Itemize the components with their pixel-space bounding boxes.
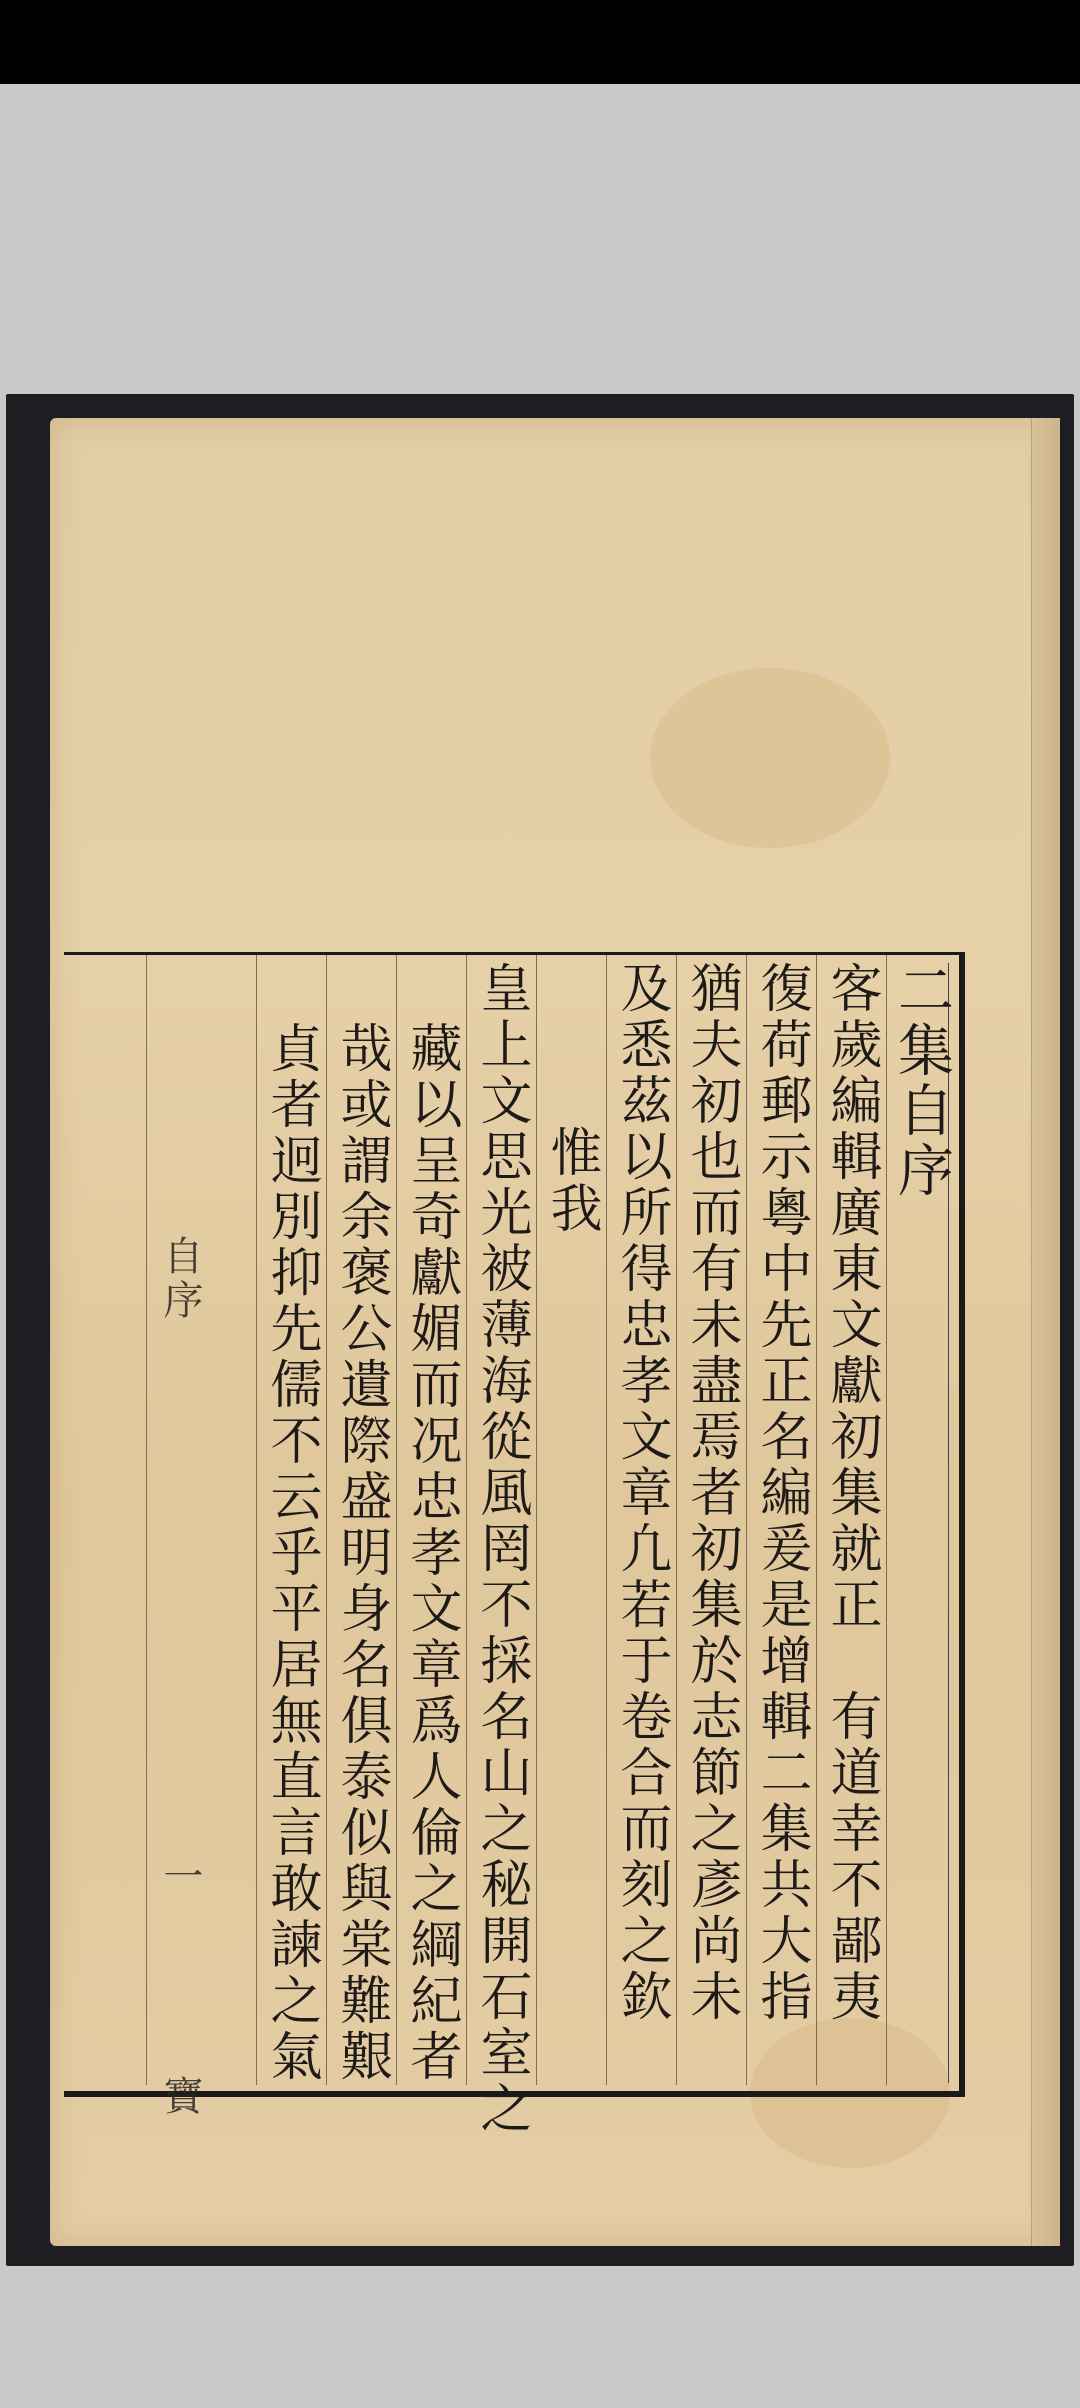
text-line: 惟我 xyxy=(541,1125,601,1237)
book-scan-image xyxy=(6,394,1074,2266)
text-frame xyxy=(64,952,965,2137)
text-line: 貞者迥別抑先儒不云乎平居無直言敢諫之氣 xyxy=(261,1021,321,2085)
text-column xyxy=(676,955,741,2085)
paper-stain xyxy=(650,668,890,848)
text-column xyxy=(816,955,881,2085)
text-column xyxy=(746,955,811,2085)
margin-title: 自序 xyxy=(157,1235,203,1323)
page-title: 二集自序 xyxy=(889,961,954,1201)
text-line: 皇上文思光被薄海從風罔不採名山之秘開石室之 xyxy=(471,961,531,2137)
text-line: 哉或謂余褒公遺際盛明身名俱泰似與棠難艱 xyxy=(331,1021,391,2085)
status-bar xyxy=(0,0,1080,84)
text-column xyxy=(466,955,531,2137)
text-column xyxy=(256,955,321,2085)
text-column-title xyxy=(886,955,954,2085)
text-column xyxy=(326,955,391,2085)
book-page xyxy=(50,418,1060,2246)
text-column xyxy=(606,955,671,2085)
text-line: 及悉茲以所得忠孝文章凢若于卷合而刻之欽 xyxy=(611,961,671,2025)
text-column xyxy=(396,955,461,2085)
text-line: 猶夫初也而有未盡焉者初集於志節之彥尚未 xyxy=(681,961,741,2025)
margin-column xyxy=(146,955,247,2119)
text-line: 復荷郵示粵中先正名編爰是增輯二集共大指 xyxy=(751,961,811,2025)
margin-folio: 一 寶 xyxy=(157,1855,203,2119)
page-edge xyxy=(1031,418,1060,2246)
image-viewer[interactable] xyxy=(0,84,1080,2408)
text-column xyxy=(536,955,601,2085)
text-line: 客歲編輯廣東文獻初集就正 有道幸不鄙夷 xyxy=(821,961,881,2025)
text-line: 藏以呈奇獻媚而况忠孝文章爲人倫之綱紀者 xyxy=(401,1021,461,2085)
